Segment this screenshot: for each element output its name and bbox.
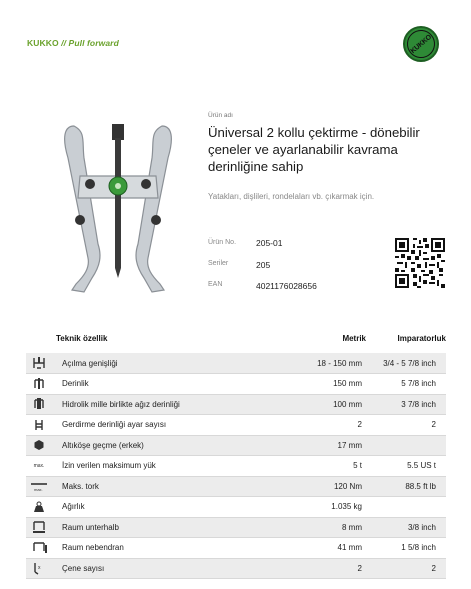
spec-metric: 17 mm [337,440,362,450]
product-subtitle: Yatakları, dişlileri, rondelaları vb. çıkarmak için. [208,192,375,201]
qr-code[interactable] [395,238,445,288]
spec-name: Çene sayısı [62,563,105,573]
info-label-ean: EAN [208,281,223,288]
info-value-ean: 4021176028656 [256,281,317,291]
kukko-logo [403,26,439,62]
product-title: Üniversal 2 kollu çektirme - dönebilir çeneler ve ayarlanabilir kavrama derinliğine sahip [208,125,420,174]
header-imperial: Imparatorluk [397,333,446,343]
info-value-series: 205 [256,260,271,270]
spec-table [26,331,446,579]
spec-imperial: 5 7/8 inch [401,379,436,389]
brand-separator: // [61,38,67,48]
spec-metric: 120 Nm [333,481,362,491]
spec-metric: 150 mm [333,379,362,389]
spec-metric: 100 mm [333,399,362,409]
spec-imperial [366,435,446,456]
spec-imperial: 88.5 ft lb [405,481,436,491]
spec-name: Raum nebendran [62,543,124,553]
spec-imperial: 2 [431,563,436,573]
weight-icon [28,499,50,515]
header-name: Teknik özellik [56,333,108,343]
spec-row [26,394,446,415]
spec-row [26,497,446,518]
product-label: Ürün adı [208,112,233,119]
spec-name: Açılma genişliği [62,358,118,368]
spec-table-header [26,331,446,353]
spec-name: İzin verilen maksimum yük [62,461,156,471]
spec-metric: 2 [357,420,362,430]
spec-metric: 41 mm [337,543,362,553]
spec-row [26,456,446,477]
spec-metric: 8 mm [342,522,362,532]
spec-row [26,538,446,559]
svg-text:max.: max. [34,487,43,493]
spec-name: Ağırlık [62,502,85,512]
spec-name: Hidrolik mille birlikte ağız derinliği [62,399,180,409]
adjust-steps-icon [28,417,50,433]
info-label-series: Seriler [208,260,229,267]
spec-imperial: 5.5 US t [407,461,436,471]
spec-metric: 2 [357,563,362,573]
hexagon-icon [28,437,50,453]
info-label-product-no: Ürün No. [208,239,237,246]
max-torque-icon [28,478,50,494]
spec-metric: 1.035 kg [331,502,362,512]
spec-row [26,476,446,497]
hydraulic-depth-icon [28,396,50,412]
puller-product-image [54,118,182,308]
spec-imperial: 2 [431,420,436,430]
brand-line [27,38,119,48]
spec-name: Altıköşe geçme (erkek) [62,440,144,450]
brand-name: KUKKO [27,38,59,48]
spec-name: Derinlik [62,379,89,389]
space-beside-icon [28,540,50,556]
spec-row [26,415,446,436]
spec-row [26,558,446,579]
spec-metric: 5 t [353,461,362,471]
brand-tagline: Pull forward [68,38,119,48]
spec-imperial: 3 7/8 inch [401,399,436,409]
spec-imperial: 3/4 - 5 7/8 inch [383,358,436,368]
logo-text: KUKKO [409,33,433,55]
max-load-icon: max. [33,462,45,469]
svg-text:x: x [38,565,41,572]
spec-imperial [366,497,446,518]
spec-name: Gerdirme derinliği ayar sayısı [62,420,167,430]
opening-width-icon [28,355,50,371]
space-below-icon [28,519,50,535]
spec-row [26,353,446,374]
spec-imperial: 1 5/8 inch [401,543,436,553]
spec-row [26,517,446,538]
spec-metric: 18 - 150 mm [317,358,362,368]
spec-imperial: 3/8 inch [407,522,436,532]
spec-row [26,374,446,395]
jaw-count-icon [28,560,50,576]
spec-name: Maks. tork [62,481,99,491]
info-value-product-no: 205-01 [256,238,283,248]
header-metric: Metrik [342,333,366,343]
depth-icon [28,376,50,392]
spec-name: Raum unterhalb [62,522,119,532]
spec-row [26,435,446,456]
